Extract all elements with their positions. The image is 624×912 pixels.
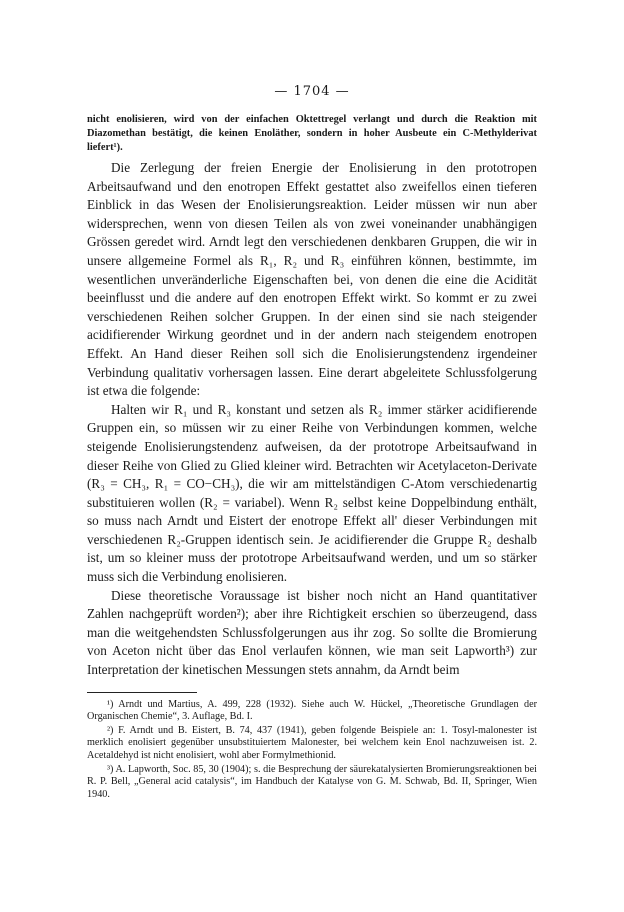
paragraph-3: Diese theoretische Voraussage ist bisher noch nicht an Hand quantitativer Zahlen nachgeprüft worden²); aber ihre Richtigkeit erschien so überzeugend, dass man die weitgehendsten Schlussfolgerungen aus ihr zog. So sollte die Bromierung von Aceton nicht über das Enol verlaufen können, wie man seit Lapworth³) zur Interpretation der kinetischen Messungen stets annahm, da Arndt beim [87, 587, 537, 678]
intro-text: nicht enolisieren, wird von der einfachen Oktettregel verlangt und durch die Reaktion mit Diazomethan bestätigt, die keinen Enoläther, sondern in hoher Ausbeute ein C-Methylderivat liefert¹). [87, 114, 537, 153]
paragraph-1: Die Zerlegung der freien Energie der Enolisierung in den prototropen Arbeitsaufwand und den enotropen Effekt gestattet also zweifellos einen tieferen Einblick in das Wesen der Enolisierungsreaktion. Leider müssen wir nun aber widersprechen, wenn von diesen Teilen als von zwei voneinander unabhängigen Grössen geredet wird. Arndt legt den verschiedenen denkbaren Gruppen, die wir in unsere allgemeine Formel als R₁, R₂ und R₃ einführen können, bestimmte, im wesentlichen unveränderliche Eigenschaften bei, von denen die eine die Acidität beeinflusst und die andere auf den enotropen Effekt wirkt. So kommt er zu zwei verschiedenen Reihen solcher Gruppen. In der einen sind sie nach steigender acidifierender Wirkung geordnet und in der andern nach steigendem enotropen Effekt. An Hand dieser Reihen soll sich die Enolisierungstendenz irgendeiner Verbindung qualitativ vorhersagen lassen. Eine derart abgeleitete Schlussfolgerung ist etwa die folgende: [87, 160, 537, 399]
paragraph-2: Halten wir R₁ und R₃ konstant und setzen als R₂ immer stärker acidifierende Gruppen ein, so müssen wir zu einer Reihe von Verbindungen kommen, welche steigende Enolisierungstendenz aufweisen, da der prototrope Arbeitsaufwand in dieser Reihe von Glied zu Glied kleiner wird. Betrachten wir Acetylaceton-Derivate (R₃ = CH₃, R₁ = CO−CH₃), die wir am mittelständigen C-Atom verschiedenartig substituieren wollen (R₂ = variabel). Wenn R₂ selbst keine Doppelbindung enthält, so muss nach Arndt und Eistert der enotrope Effekt all' dieser Verbindungen mit verschiedenen R₂-Gruppen identisch sein. Je acidifierender die Gruppe R₂ deshalb ist, um so kleiner muss der prototrope Arbeitsaufwand werden, und um so stärker muss sich die Verbindung enolisieren. [87, 401, 537, 585]
page [87, 84, 537, 802]
page-number: — 1704 — [274, 84, 350, 99]
footnote-1: ¹) Arndt und Martius, A. 499, 228 (1932). Siehe auch W. Hückel, „Theoretische Grundlagen der Organischen Chemie“, 3. Auflage, Bd. I. [87, 698, 537, 723]
footnote-2: ²) F. Arndt und B. Eistert, B. 74, 437 (1941), geben folgende Beispiele an: 1. Tosyl-malonester ist merklich enolisiert gegenüber unsubstituiertem Malonester, bei welchem kein Enol nachzuweisen ist. 2. Acetaldehyd ist nicht enolisiert, wohl aber Formylmethionid. [87, 724, 537, 761]
footnote-3: ³) A. Lapworth, Soc. 85, 30 (1904); s. die Besprechung der säurekatalysierten Bromierungsreaktionen bei R. P. Bell, „General acid catalysis“, im Handbuch der Katalyse von G. M. Schwab, Bd. II, Springer, Wien 1940. [87, 763, 537, 800]
footnote-divider [87, 692, 197, 693]
